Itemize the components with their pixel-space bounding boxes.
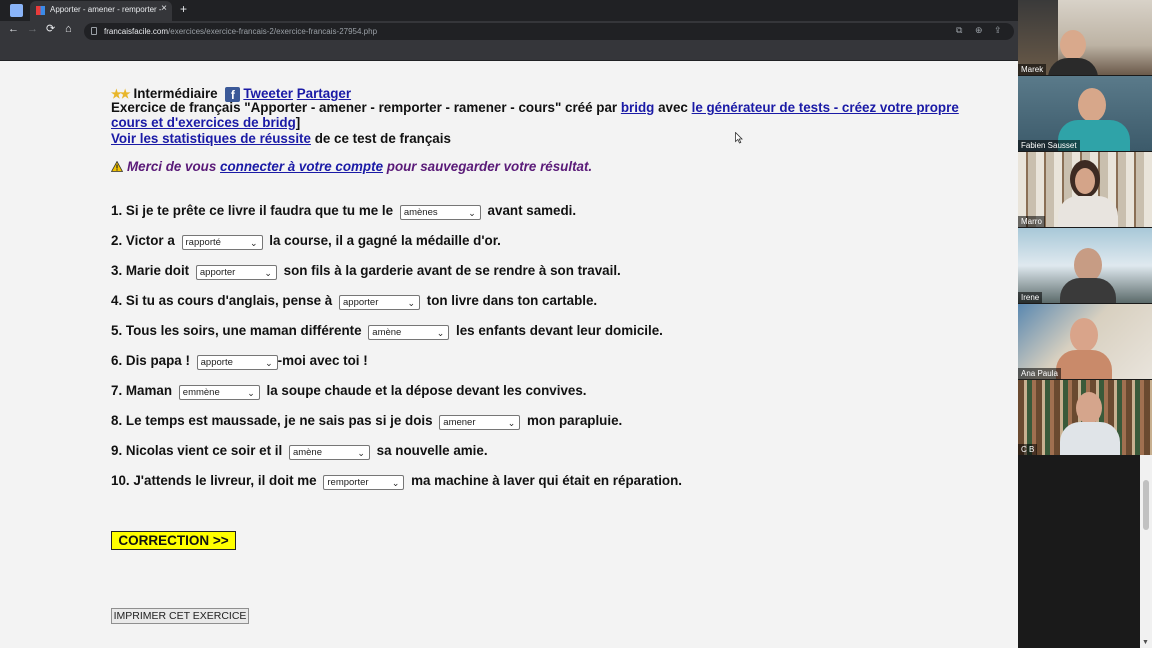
participant-name: Marro (1018, 216, 1045, 227)
url-text (104, 27, 377, 36)
forward-icon[interactable]: → (27, 23, 38, 35)
answer-select-7[interactable] (179, 385, 260, 400)
question-text: ton livre dans ton cartable. (426, 293, 598, 308)
selected-answer: remporter (327, 477, 369, 488)
selected-answer: apporter (343, 297, 379, 308)
bookmarks-bar (0, 42, 1018, 61)
notice-before: Merci de vous (127, 159, 217, 174)
tab-title: Apporter - amener - remporter - (50, 5, 162, 14)
question-2 (111, 232, 501, 249)
question-7 (111, 382, 587, 399)
chevron-down-icon: ⌄ (436, 328, 445, 338)
selected-answer: emmène (182, 387, 220, 398)
chevron-down-icon: ⌄ (249, 238, 258, 248)
url-domain: francaisfacile.com (104, 27, 169, 36)
generator-link[interactable]: le générateur de tests - créez votre propre (691, 100, 959, 115)
question-text: Victor a (125, 233, 175, 248)
page-scrollbar[interactable] (1140, 455, 1152, 648)
answer-select-4[interactable] (339, 295, 420, 310)
participant-name: Marek (1018, 64, 1046, 75)
exercise-content (111, 61, 1018, 648)
video-call-sidebar (1018, 0, 1152, 648)
question-number: 2. (111, 233, 123, 248)
selected-answer: amène (292, 447, 322, 458)
question-number: 8. (111, 413, 123, 428)
question-text: Maman (125, 383, 173, 398)
answer-select-1[interactable] (400, 205, 481, 220)
question-text: Si tu as cours d'anglais, pense à (125, 293, 333, 308)
chevron-down-icon: ⌄ (391, 478, 400, 488)
question-number: 5. (111, 323, 123, 338)
stats-line (111, 131, 451, 146)
answer-select-9[interactable] (289, 445, 370, 460)
question-1 (111, 202, 576, 219)
answer-select-5[interactable] (368, 325, 449, 340)
favicon-icon (36, 6, 45, 15)
browser-tab[interactable] (30, 1, 172, 21)
mouse-cursor-icon (735, 132, 743, 144)
stats-suffix: de ce test de français (314, 131, 451, 146)
home-icon[interactable]: ⌂ (65, 23, 72, 35)
participant-tile[interactable] (1018, 76, 1152, 151)
question-text: les enfants devant leur domicile. (456, 323, 663, 338)
question-text: Dis papa ! (125, 353, 190, 368)
with-text: avec (658, 100, 688, 115)
participant-name: Fabien Sausset (1018, 140, 1080, 151)
share-icon[interactable]: ⇪ (994, 25, 1002, 35)
translate-icon[interactable]: ⧉ (956, 25, 963, 35)
close-tab-icon[interactable]: × (161, 3, 167, 14)
question-text: -moi avec toi ! (277, 353, 368, 368)
question-number: 4. (111, 293, 123, 308)
author-link[interactable]: bridg (620, 100, 655, 115)
login-link[interactable]: connecter à votre compte (220, 159, 384, 174)
question-5 (111, 322, 663, 339)
participant-tile[interactable] (1018, 304, 1152, 379)
question-10 (111, 472, 682, 489)
question-text: son fils à la garderie avant de se rendre à son travail. (283, 263, 621, 278)
chevron-down-icon: ⌄ (264, 268, 272, 278)
question-text: J'attends le livreur, il doit me (133, 473, 317, 488)
question-text: Si je te prête ce livre il faudra que tu me le (125, 203, 394, 218)
stats-link[interactable]: Voir les statistiques de réussite (111, 131, 311, 146)
question-8 (111, 412, 622, 429)
selected-answer: apporte (200, 357, 233, 368)
participant-tile[interactable] (1018, 152, 1152, 227)
selected-answer: amènes (403, 207, 438, 218)
answer-select-6[interactable] (197, 355, 278, 370)
level-label: Intermédiaire (133, 86, 218, 101)
web-page (0, 61, 1018, 648)
selected-answer: rapporté (185, 237, 221, 248)
print-button[interactable]: IMPRIMER CET EXERCICE (111, 608, 249, 624)
question-text: Nicolas vient ce soir et il (125, 443, 283, 458)
chevron-down-icon: ⌄ (265, 358, 273, 368)
warning-icon (111, 161, 123, 172)
answer-select-3[interactable] (196, 265, 277, 280)
question-text: avant samedi. (487, 203, 577, 218)
closing-bracket: ] (295, 114, 301, 130)
question-text: la course, il a gagné la médaille d'or. (269, 233, 501, 248)
tweet-link[interactable]: Tweeter (243, 86, 293, 101)
question-3 (111, 262, 621, 279)
question-text: Marie doit (125, 263, 190, 278)
question-number: 3. (111, 263, 123, 278)
chevron-down-icon: ⌄ (468, 208, 476, 218)
participant-name: Irene (1018, 292, 1042, 303)
question-text: mon parapluie. (527, 413, 623, 428)
question-number: 10. (111, 473, 130, 488)
url-path: /exercices/exercice-francais-2/exercice-francais-27954.php (168, 27, 378, 36)
participant-name: C B (1018, 444, 1037, 455)
question-text: la soupe chaude et la dépose devant les convives. (266, 383, 587, 398)
app-icon[interactable] (10, 4, 23, 17)
question-9 (111, 442, 488, 459)
exercise-info (111, 101, 1018, 130)
answer-select-2[interactable] (182, 235, 263, 250)
question-number: 9. (111, 443, 123, 458)
question-4 (111, 292, 597, 309)
new-tab-icon[interactable]: + (180, 2, 188, 16)
selected-answer: apporter (199, 267, 236, 278)
star-rating-icon: ★★ (111, 87, 129, 101)
participant-tile[interactable] (1018, 228, 1152, 303)
question-text: Le temps est maussade, je ne sais pas si je dois (125, 413, 433, 428)
participant-tile[interactable] (1018, 380, 1152, 455)
answer-select-8[interactable] (439, 415, 520, 430)
author-exercises-link[interactable]: cours et d'exercices de bridg (111, 114, 296, 130)
scroll-down-icon[interactable]: ▼ (1142, 639, 1149, 646)
login-notice (111, 159, 592, 174)
chevron-down-icon: ⌄ (357, 448, 365, 458)
notice-after: pour sauvegarder votre résultat. (386, 159, 593, 174)
question-number: 7. (111, 383, 123, 398)
question-number: 6. (111, 353, 123, 368)
chevron-down-icon: ⌄ (247, 388, 255, 398)
address-bar[interactable] (84, 23, 1014, 40)
participant-name: Ana Paula (1018, 368, 1061, 379)
selected-answer: amène (372, 327, 402, 338)
question-6 (111, 352, 368, 369)
participant-tile[interactable] (1018, 0, 1152, 75)
selected-answer: amener (443, 417, 476, 428)
correction-button[interactable]: CORRECTION >> (111, 531, 236, 550)
chevron-down-icon: ⌄ (507, 418, 516, 428)
answer-select-10[interactable] (323, 475, 404, 490)
navigation-bar (0, 21, 1018, 42)
reload-icon[interactable]: ⟳ (46, 23, 56, 35)
exercise-title: Exercice de français "Apporter - amener - remporter - ramener - cours" créé par (111, 100, 618, 115)
scrollbar-thumb[interactable] (1143, 480, 1149, 530)
question-text: ma machine à laver qui était en réparation. (411, 473, 682, 488)
facebook-icon[interactable]: f (225, 87, 240, 102)
tab-bar (0, 0, 1018, 21)
back-icon[interactable]: ← (8, 23, 19, 35)
zoom-icon[interactable]: ⊕ (975, 25, 983, 35)
share-link[interactable]: Partager (296, 86, 352, 101)
question-text: Tous les soirs, une maman différente (125, 323, 362, 338)
chevron-down-icon: ⌄ (407, 298, 415, 308)
question-number: 1. (111, 203, 123, 218)
lock-icon[interactable] (91, 27, 97, 35)
question-text: sa nouvelle amie. (376, 443, 488, 458)
